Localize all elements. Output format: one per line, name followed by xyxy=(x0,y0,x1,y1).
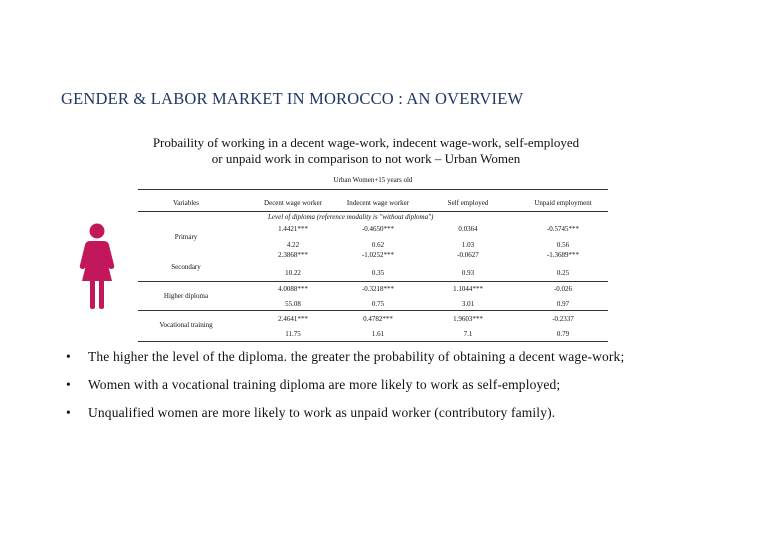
bullet-text: The higher the level of the diploma. the greater the probability of obtaining a decent wage-work; xyxy=(88,349,625,364)
table-cell: 11.75 xyxy=(285,330,301,338)
table-cell: 1.9603*** xyxy=(453,315,483,323)
bullet-icon: • xyxy=(66,349,71,364)
page-title: GENDER & LABOR MARKET IN MOROCCO : AN OVERVIEW xyxy=(61,89,524,108)
table-cell: 0.25 xyxy=(556,269,570,277)
table-cell: 0.0364 xyxy=(458,225,478,233)
col-header-indecent: Indecent wage worker xyxy=(346,199,410,207)
col-header-self-employed: Self employed xyxy=(447,199,489,207)
row-label-secondary: Secondary xyxy=(171,263,201,271)
table-cell: -0.4650*** xyxy=(361,225,395,233)
table-caption xyxy=(100,135,632,167)
bullet-text: Unqualified women are more likely to work as unpaid worker (contributory family). xyxy=(88,405,556,420)
table-cell: -0.2337 xyxy=(552,315,574,323)
table-group-header: Urban Women+15 years old xyxy=(333,176,413,184)
table-cell: 2.4641*** xyxy=(278,315,308,323)
table-cell: 1.61 xyxy=(371,330,385,338)
table-cell: -1.3689*** xyxy=(546,251,580,259)
table-divider xyxy=(138,189,608,190)
caption-line-1: Probaility of working in a decent wage-work, indecent wage-work, self-employed xyxy=(152,135,580,150)
table-cell: 0.35 xyxy=(371,269,385,277)
row-label-vocational-training: Vocational training xyxy=(159,321,213,329)
caption-line-2: or unpaid work in comparison to not work – Urban Women xyxy=(211,151,521,166)
table-cell: 3.01 xyxy=(461,300,475,308)
bullet-text: Women with a vocational training diploma are more likely to work as self-employed; xyxy=(88,377,561,392)
table-cell: 0.97 xyxy=(556,300,570,308)
table-cell: 0.4782*** xyxy=(363,315,393,323)
table-cell: 4.22 xyxy=(286,241,300,249)
table-cell: -1.0252*** xyxy=(361,251,395,259)
table-cell: 1.4421*** xyxy=(278,225,308,233)
table-cell: 10.22 xyxy=(285,269,301,277)
table-divider xyxy=(138,211,608,212)
table-cell: 4.0088*** xyxy=(278,285,308,293)
table-cell: -0.0627 xyxy=(457,251,479,259)
table-divider xyxy=(138,310,608,311)
table-cell: 0.62 xyxy=(371,241,385,249)
table-cell: 0.93 xyxy=(461,269,475,277)
row-label-higher-diploma: Higher diploma xyxy=(163,292,209,300)
table-cell: -0.3218*** xyxy=(361,285,395,293)
table-cell: 2.3868*** xyxy=(278,251,308,259)
row-label-primary: Primary xyxy=(174,233,198,241)
table-cell: 0.79 xyxy=(556,330,570,338)
table-cell: 0.56 xyxy=(556,241,570,249)
reference-note: Level of diploma (reference modality is "without diploma") xyxy=(268,213,434,221)
table-cell: 0.75 xyxy=(371,300,385,308)
table-cell: 1.03 xyxy=(461,241,475,249)
table-cell: -0.5745*** xyxy=(546,225,580,233)
table-cell: -0.026 xyxy=(553,285,573,293)
table-divider xyxy=(138,281,608,282)
table-cell: 55.08 xyxy=(285,300,301,308)
woman-icon xyxy=(79,223,115,309)
table-cell: 7.1 xyxy=(463,330,473,338)
bullet-icon: • xyxy=(66,377,71,392)
bullet-icon: • xyxy=(66,405,71,420)
col-header-unpaid: Unpaid employment xyxy=(534,199,592,207)
table-divider xyxy=(138,341,608,342)
col-header-decent: Decent wage worker xyxy=(264,199,322,207)
table-cell: 1.1044*** xyxy=(453,285,483,293)
col-header-variables: Variables xyxy=(172,199,200,207)
